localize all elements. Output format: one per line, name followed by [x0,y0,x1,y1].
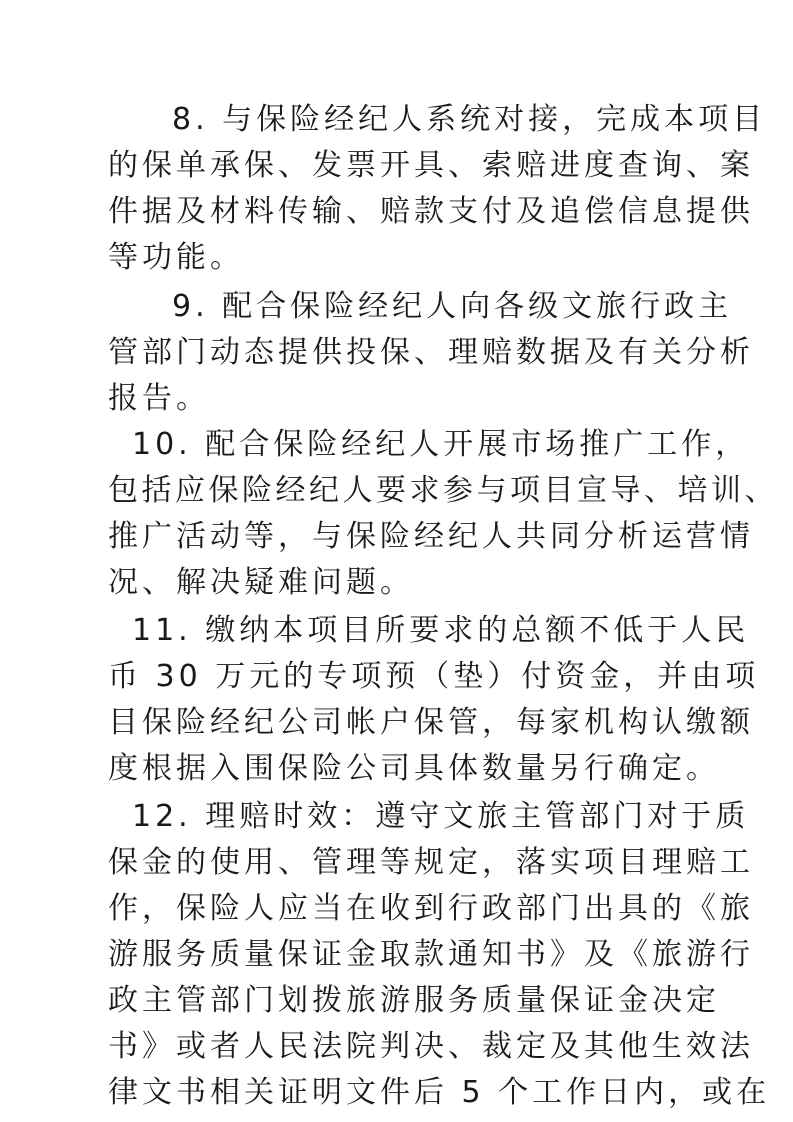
paragraph-line: 作，保险人应当在收到行政部门出具的《旅 [108,891,754,926]
paragraph-line: 报告。 [108,381,210,416]
paragraph-line: 度根据入围保险公司具体数量另行确定。 [108,751,720,786]
paragraph-line: 12. 理赔时效：遵守文旅主管部门对于质 [132,799,750,834]
paragraph-line: 况、解决疑难问题。 [108,565,414,600]
paragraph-line: 11. 缴纳本项目所要求的总额不低于人民 [132,613,750,648]
paragraph-line: 目保险经纪公司帐户保管，每家机构认缴额 [108,705,754,740]
paragraph-line: 管部门动态提供投保、理赔数据及有关分析 [108,335,754,370]
paragraph-line: 9. 配合保险经纪人向各级文旅行政主 [172,289,733,324]
paragraph-line: 律文书相关证明文件后 5 个工作日内，或在 [108,1075,771,1110]
paragraph-line: 包括应保险经纪人要求参与项目宣导、培训、 [108,473,778,508]
paragraph-line: 10. 配合保险经纪人开展市场推广工作， [132,427,750,462]
paragraph-line: 游服务质量保证金取款通知书》及《旅游行 [108,937,754,972]
paragraph-line: 保金的使用、管理等规定，落实项目理赔工 [108,845,754,880]
paragraph-line: 的保单承保、发票开具、索赔进度查询、案 [108,148,754,183]
paragraph-line: 推广活动等，与保险经纪人共同分析运营情 [108,519,754,554]
paragraph-line: 等功能。 [108,240,244,275]
paragraph-line: 8. 与保险经纪人系统对接，完成本项目 [172,102,767,137]
paragraph-line: 币 30 万元的专项预（垫）付资金，并由项 [108,659,760,694]
paragraph-line: 件据及材料传输、赔款支付及追偿信息提供 [108,194,754,229]
paragraph-line: 政主管部门划拨旅游服务质量保证金决定 [108,983,720,1018]
paragraph-line: 书》或者人民法院判决、裁定及其他生效法 [108,1029,754,1064]
